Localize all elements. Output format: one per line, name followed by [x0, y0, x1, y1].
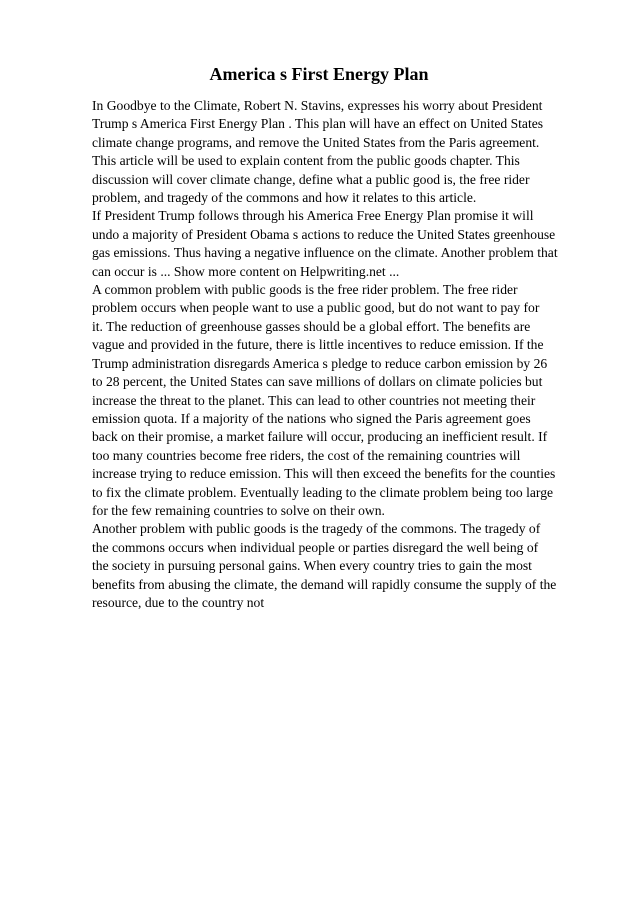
body-line: to 28 percent, the United States can save millions of dollars on climate policies but — [92, 374, 543, 390]
body-line: Trump administration disregards America s pledge to reduce carbon emission by 26 — [92, 355, 548, 371]
document-title: America s First Energy Plan — [209, 64, 429, 84]
body-line: for the few remaining countries to solve on their own. — [92, 502, 385, 518]
body-line: the society in pursuing personal gains. When every country tries to gain the most — [92, 558, 532, 574]
body-line: Another problem with public goods is the tragedy of the commons. The tragedy of — [92, 521, 541, 537]
body-line: undo a majority of President Obama s actions to reduce the United States greenhouse — [92, 226, 556, 242]
body-line: If President Trump follows through his America Free Energy Plan promise it will — [92, 208, 534, 224]
body-line: the commons occurs when individual people or parties disregard the well being of — [92, 539, 539, 555]
body-line: problem, and tragedy of the commons and how it relates to this article. — [92, 190, 477, 206]
body-line: gas emissions. Thus having a negative influence on the climate. Another problem that — [92, 245, 558, 261]
body-line: too many countries become free riders, the cost of the remaining countries will — [92, 447, 521, 463]
body-line: discussion will cover climate change, define what a public good is, the free rider — [92, 171, 530, 187]
body-line: resource, due to the country not — [92, 594, 265, 610]
body-line: emission quota. If a majority of the nations who signed the Paris agreement goes — [92, 410, 531, 426]
body-line: A common problem with public goods is the free rider problem. The free rider — [92, 282, 518, 298]
body-line: climate change programs, and remove the United States from the Paris agreement. — [92, 134, 540, 150]
body-line: Trump s America First Energy Plan . This plan will have an effect on United States — [92, 116, 544, 132]
document-body — [92, 97, 598, 612]
body-line: can occur is ... Show more content on Helpwriting.net ... — [92, 263, 400, 279]
body-line: benefits from abusing the climate, the demand will rapidly consume the supply of the — [92, 576, 557, 592]
body-line: vague and provided in the future, there is little incentives to reduce emission. If the — [92, 337, 544, 353]
body-line: increase trying to reduce emission. This will then exceed the benefits for the counties — [92, 466, 556, 482]
body-line: increase the threat to the planet. This can lead to other countries not meeting their — [92, 392, 536, 408]
body-line: This article will be used to explain content from the public goods chapter. This — [92, 153, 520, 169]
body-line: problem occurs when people want to use a public good, but do not want to pay for — [92, 300, 540, 316]
body-line: to fix the climate problem. Eventually leading to the climate problem being too large — [92, 484, 554, 500]
body-line: In Goodbye to the Climate, Robert N. Stavins, expresses his worry about President — [92, 98, 543, 113]
body-line: back on their promise, a market failure will occur, producing an inefficient result. If — [92, 429, 548, 445]
body-line: it. The reduction of greenhouse gasses should be a global effort. The benefits are — [92, 318, 531, 334]
